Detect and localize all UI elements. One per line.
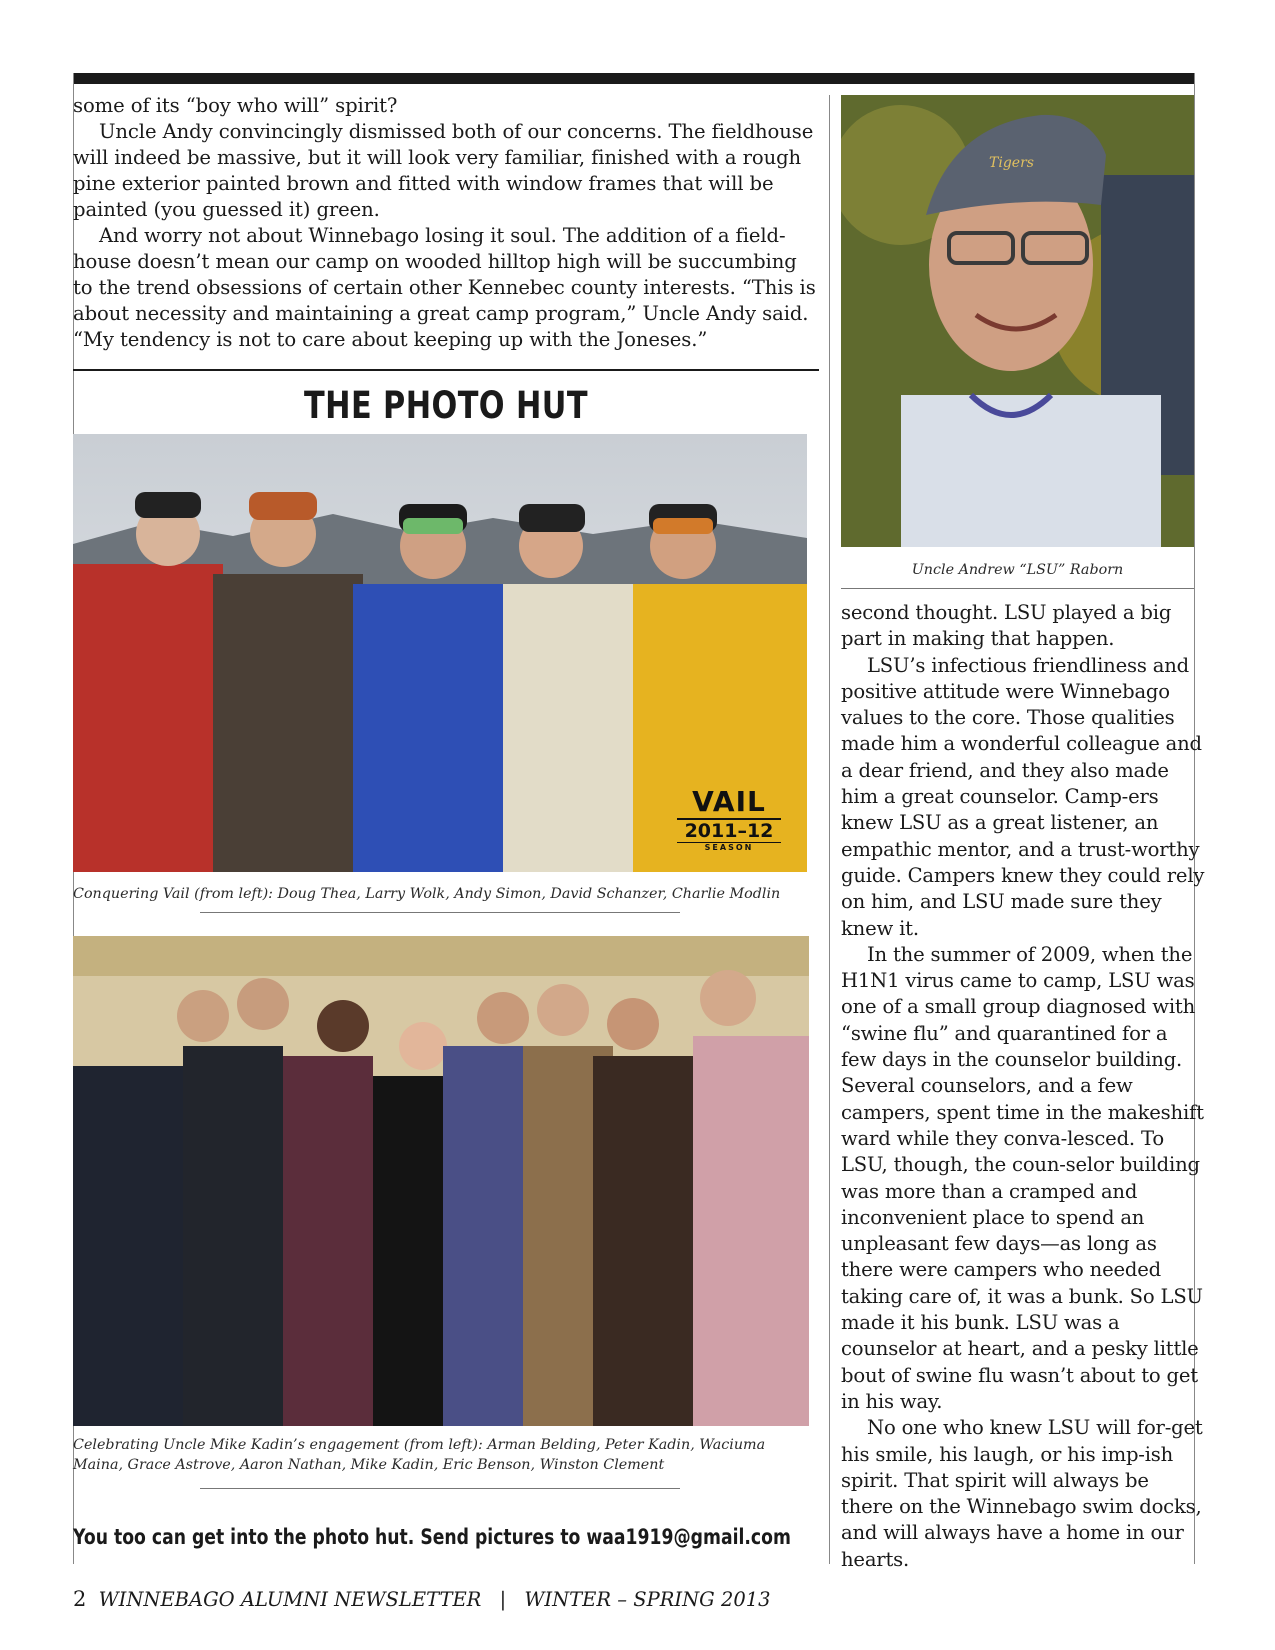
caption-rule (841, 588, 1194, 589)
article-right-paragraph: In the summer of 2009, when the H1N1 virus came to camp, LSU was one of a small group diagnosed with “swine flu” and quarantined for a few days in the counselor building. Several counselors, and a few campers, spent time in the makeshift ward while they conva-lesced. To LSU, though, the coun-selor building was more than a cramped and inconvenient place to spend an unpleasant few days—as long as there were campers who needed taking care of, it was a bunk. So LSU made it his bunk. LSU was a counselor at heart, and a pesky little bout of swine flu wasn’t about to get in his way. (841, 942, 1204, 1413)
section-rule (73, 369, 819, 371)
caption-rule (200, 1488, 680, 1489)
article-left-paragraph: some of its “boy who will” spirit? (73, 94, 398, 117)
vail-photo-caption: Conquering Vail (from left): Doug Thea, Larry Wolk, Andy Simon, David Schanzer, Charlie Modlin (73, 886, 781, 902)
footer-separator: | (499, 1588, 507, 1611)
portrait-photo (841, 95, 1194, 547)
page-footer (73, 1587, 771, 1611)
column-divider (829, 95, 830, 1564)
portrait-photo-art (841, 95, 1194, 547)
article-left-paragraph: Uncle Andy convincingly dismissed both of our concerns. The fieldhouse will indeed be massive, but it will look very familiar, finished with a rough pine exterior painted brown and fitted with window frames that will be painted (you guessed it) green. (73, 120, 814, 221)
cap-logo-text: Tigers (989, 155, 1034, 171)
vail-badge-years: 2011–12 (677, 818, 781, 842)
article-left-paragraph: And worry not about Winnebago losing it soul. The addition of a field-house doesn’t mean our camp on wooded hilltop high will be succumbing to the trend obsessions of certain other Kennebec county interests. “This is about necessity and maintaining a great camp program,” Uncle Andy said. “My tendency is not to care about keeping up with the Joneses.” (73, 224, 816, 351)
vail-season-badge (677, 785, 781, 852)
caption-rule (200, 912, 680, 913)
publication-name: WINNEBAGO ALUMNI NEWSLETTER (98, 1588, 482, 1611)
article-right-paragraph: second thought. LSU played a big part in making that happen. (841, 601, 1172, 651)
article-right-paragraph: No one who knew LSU will for-get his smile, his laugh, or his imp-ish spirit. That spirit will always be there on the Winnebago swim docks, and will always have a home in our hearts. (841, 1416, 1203, 1571)
vail-badge-name: VAIL (692, 785, 766, 818)
article-right-paragraph: LSU’s infectious friendliness and positive attitude were Winnebago values to the core. Those qualities made him a wonderful colleague and a dear friend, and they also made him a great counselor. Camp-ers knew LSU as a great listener, an empathic mentor, and a trust-worthy guide. Campers knew they could rely on him, and LSU made sure they knew it. (841, 653, 1205, 940)
top-rule (73, 73, 1195, 84)
engagement-party-photo-art (73, 936, 809, 1426)
engagement-photo-caption: Celebrating Uncle Mike Kadin’s engagement (from left): Arman Belding, Peter Kadin, Waciuma Maina, Grace Astrove, Aaron Nathan, Mike Kadin, Eric Benson, Winston Clement (73, 1437, 766, 1473)
issue-date: WINTER – SPRING 2013 (524, 1588, 771, 1611)
vail-badge-season: SEASON (677, 842, 781, 852)
portrait-caption: Uncle Andrew “LSU” Raborn (911, 562, 1124, 578)
article-left (73, 93, 819, 353)
page-number: 2 (73, 1587, 87, 1611)
submit-photos-note: You too can get into the photo hut. Send pictures to waa1919@gmail.com (73, 1525, 791, 1549)
vail-ski-photo (73, 434, 807, 872)
engagement-party-photo (73, 936, 809, 1426)
article-right (841, 600, 1205, 1573)
photo-hut-title: THE PHOTO HUT (304, 384, 588, 427)
